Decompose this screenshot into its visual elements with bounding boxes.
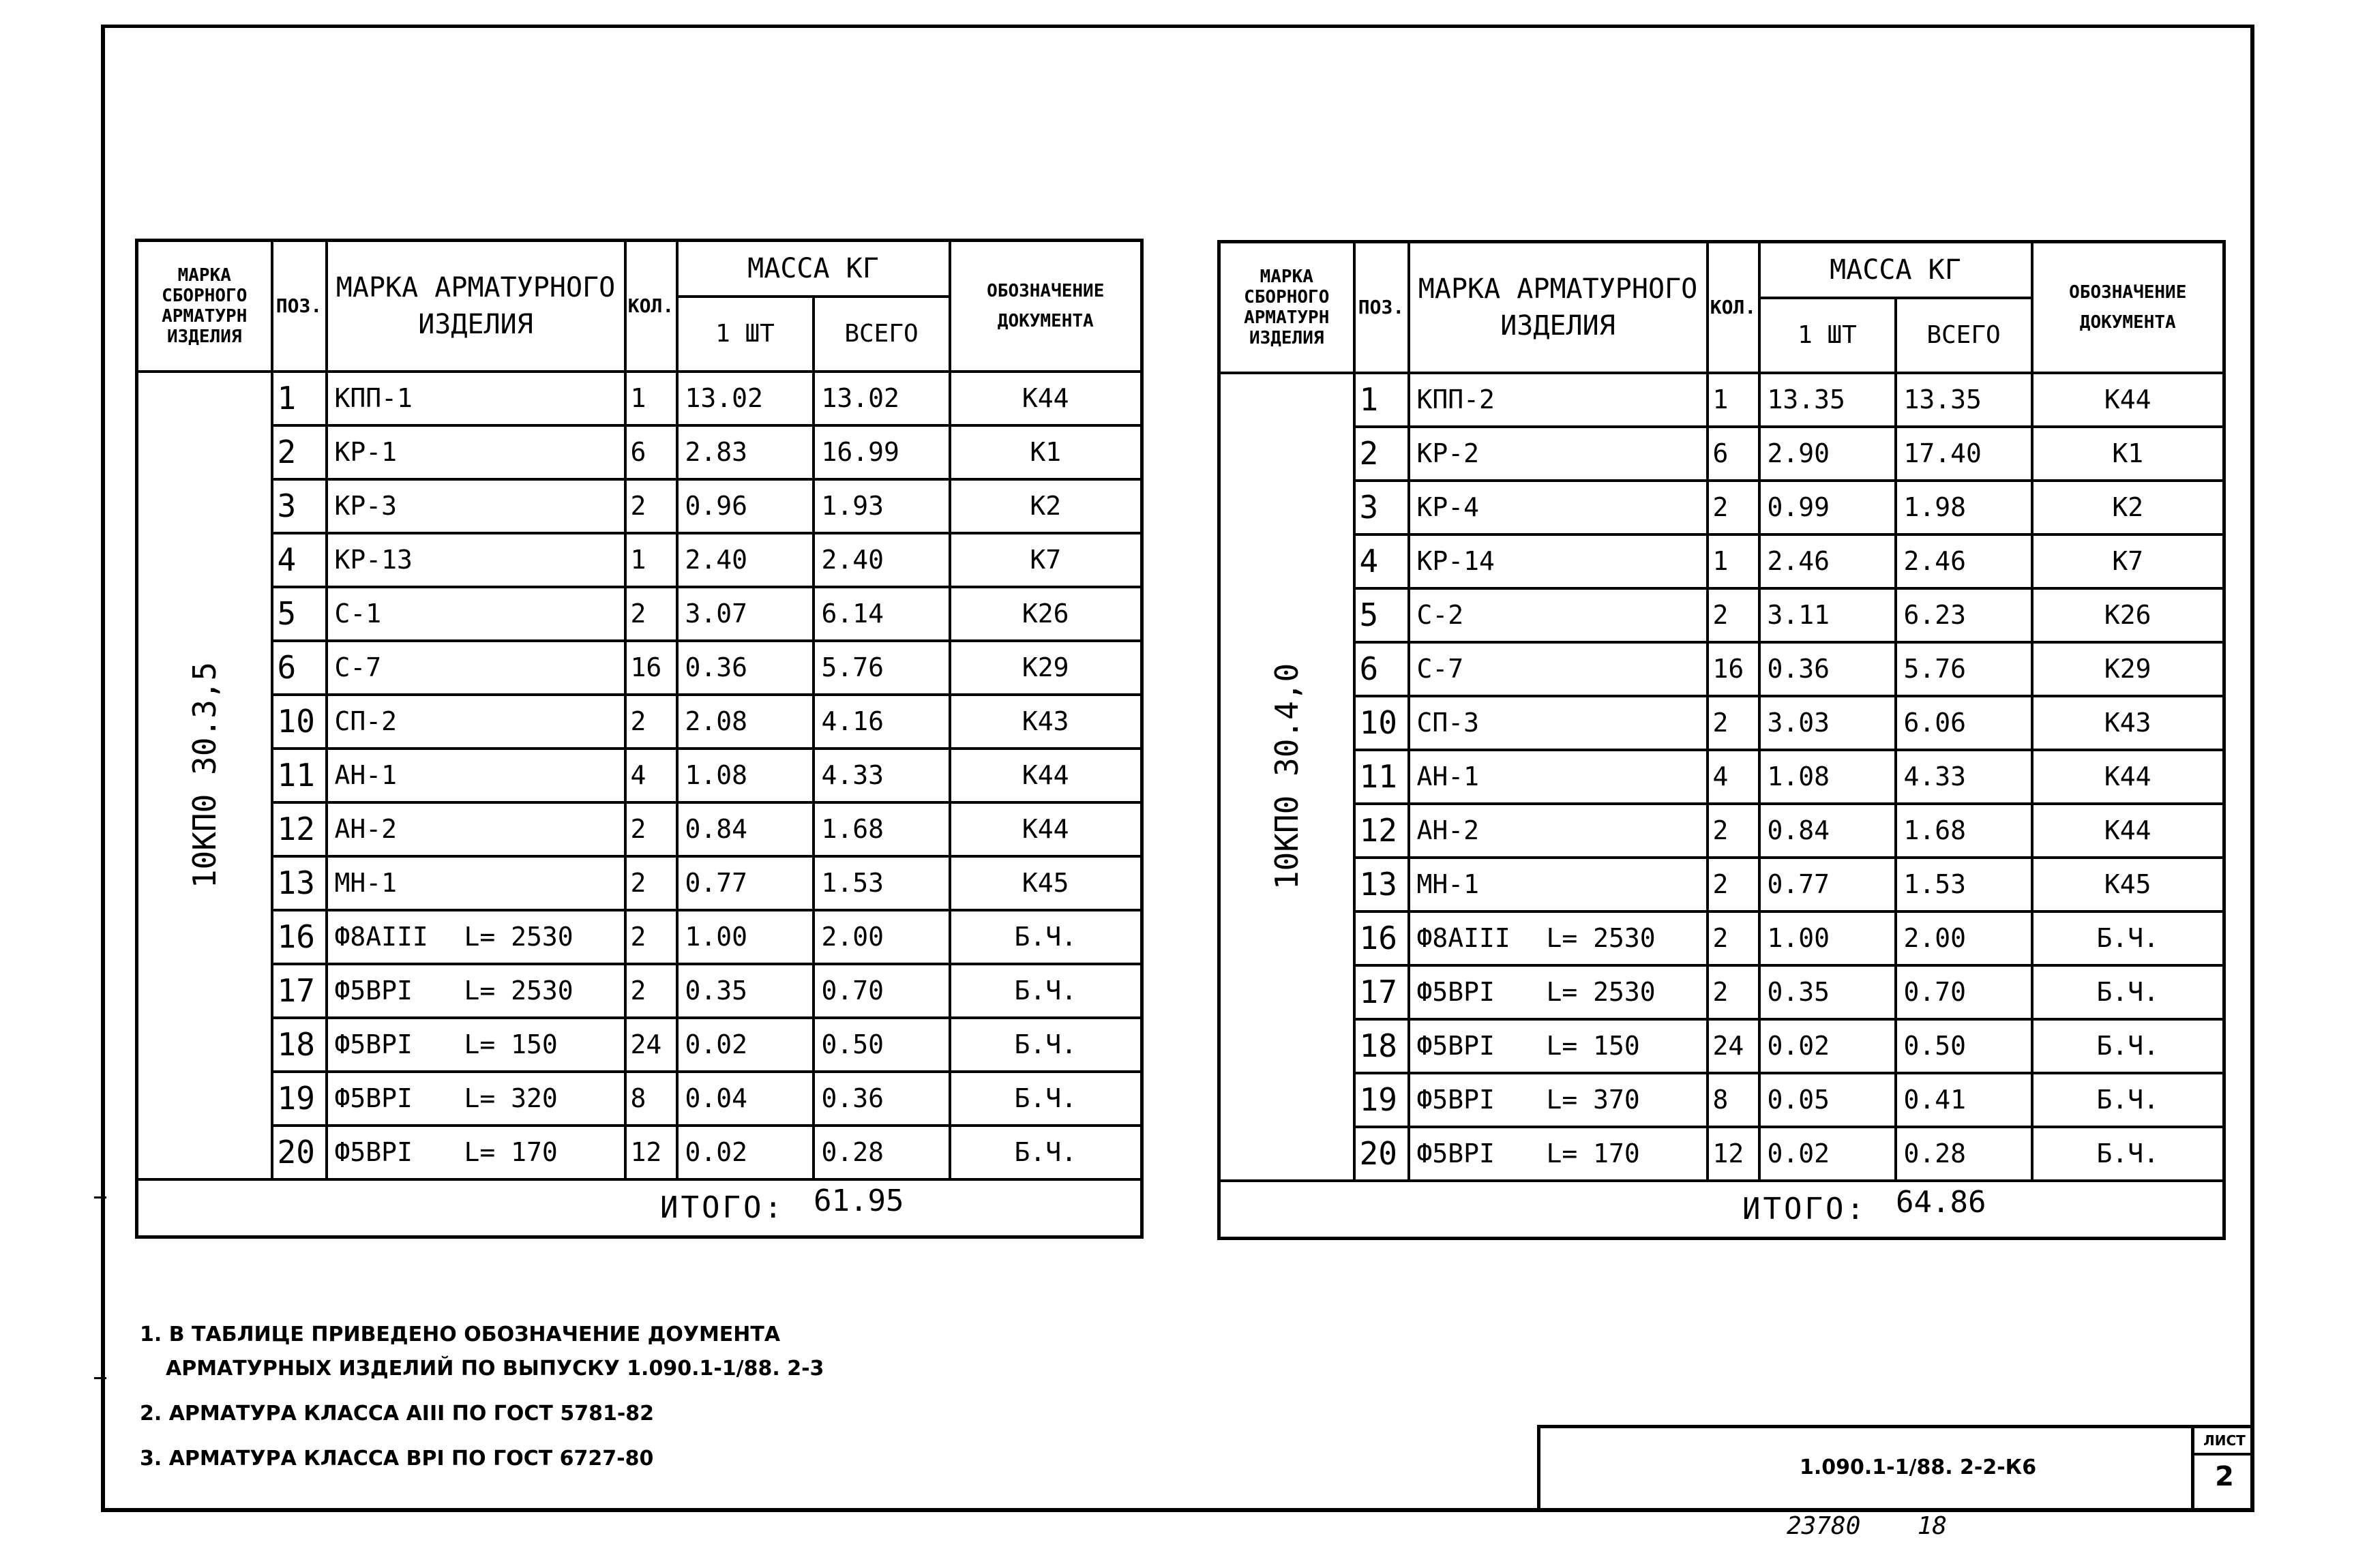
rebar-mark: Ф8АIII bbox=[1416, 923, 1510, 953]
mass-one-cell: 0.35 bbox=[1759, 965, 1896, 1019]
document-cell: К2 bbox=[950, 479, 1142, 533]
mass-total-cell: 6.23 bbox=[1896, 588, 2032, 642]
rebar-mark: Ф5ВРI bbox=[1416, 1031, 1495, 1061]
mass-one-cell: 2.90 bbox=[1759, 427, 1896, 481]
quantity-cell: 2 bbox=[625, 695, 677, 749]
mass-one-cell: 3.03 bbox=[1759, 696, 1896, 750]
rebar-mark: МН-1 bbox=[334, 868, 398, 898]
total-value: 61.95 bbox=[814, 1183, 904, 1218]
rebar-mark-cell bbox=[1409, 804, 1708, 858]
rebar-length: L= 320 bbox=[464, 1083, 558, 1113]
rebar-mark: МН-1 bbox=[1416, 869, 1480, 899]
quantity-cell: 2 bbox=[1708, 911, 1759, 965]
rebar-mark: СП-2 bbox=[334, 706, 398, 736]
frame-top-line bbox=[101, 25, 2254, 28]
header-mark-assembly: МАРКА СБОРНОГО АРМАТУРН ИЗДЕЛИЯ bbox=[1219, 242, 1354, 373]
mass-one-cell: 0.84 bbox=[1759, 804, 1896, 858]
document-code: 1.090.1-1/88. 2-2-К6 bbox=[1800, 1456, 2037, 1479]
total-row bbox=[137, 1179, 1142, 1237]
mass-total-cell: 13.35 bbox=[1896, 373, 2032, 427]
frame-left-line bbox=[101, 26, 105, 1511]
note-3: 3. АРМАТУРА КЛАССА ВРI ПО ГОСТ 6727-80 bbox=[140, 1447, 654, 1471]
mass-one-cell: 0.02 bbox=[677, 1126, 814, 1179]
rebar-length: L= 150 bbox=[1546, 1031, 1640, 1061]
sheet-box bbox=[2191, 1428, 2254, 1511]
quantity-cell: 1 bbox=[625, 533, 677, 587]
quantity-cell: 8 bbox=[1708, 1073, 1759, 1127]
position-cell: 17 bbox=[272, 964, 327, 1018]
total-label: ИТОГО: bbox=[660, 1190, 785, 1225]
rebar-length: L= 2530 bbox=[1546, 923, 1656, 953]
table-row bbox=[1219, 965, 2224, 1019]
position-cell: 1 bbox=[1354, 373, 1409, 427]
table-row bbox=[137, 372, 1142, 425]
document-cell: К7 bbox=[950, 533, 1142, 587]
quantity-cell: 12 bbox=[625, 1126, 677, 1179]
rebar-mark-cell bbox=[1409, 911, 1708, 965]
rebar-mark-cell bbox=[1409, 373, 1708, 427]
table-row bbox=[1219, 481, 2224, 534]
rebar-length: L= 170 bbox=[464, 1137, 558, 1167]
rebar-mark-cell bbox=[327, 1072, 625, 1126]
mass-total-cell: 6.06 bbox=[1896, 696, 2032, 750]
position-cell: 17 bbox=[1354, 965, 1409, 1019]
document-cell: Б.Ч. bbox=[950, 1072, 1142, 1126]
position-cell: 10 bbox=[1354, 696, 1409, 750]
rebar-mark-cell bbox=[327, 802, 625, 856]
rebar-mark-cell bbox=[327, 372, 625, 425]
quantity-cell: 2 bbox=[1708, 858, 1759, 911]
position-cell: 3 bbox=[272, 479, 327, 533]
table-row bbox=[1219, 911, 2224, 965]
rebar-mark: С-7 bbox=[334, 652, 382, 682]
frame-tick bbox=[94, 1196, 106, 1198]
rebar-length: L= 370 bbox=[1546, 1085, 1640, 1115]
quantity-cell: 2 bbox=[625, 910, 677, 964]
quantity-cell: 2 bbox=[1708, 804, 1759, 858]
position-cell: 11 bbox=[1354, 750, 1409, 804]
mass-total-cell: 0.50 bbox=[814, 1018, 950, 1072]
quantity-cell: 2 bbox=[625, 964, 677, 1018]
position-cell: 1 bbox=[272, 372, 327, 425]
archive-sheet: 18 bbox=[1917, 1512, 1948, 1540]
mass-total-cell: 0.28 bbox=[1896, 1127, 2032, 1181]
rebar-mark-cell bbox=[327, 910, 625, 964]
position-cell: 20 bbox=[1354, 1127, 1409, 1181]
table-row bbox=[1219, 1127, 2224, 1181]
position-cell: 6 bbox=[272, 641, 327, 695]
rebar-mark-cell bbox=[327, 425, 625, 479]
total-label: ИТОГО: bbox=[1742, 1191, 1867, 1226]
rebar-mark: КР-13 bbox=[334, 545, 413, 575]
quantity-cell: 1 bbox=[1708, 534, 1759, 588]
sheet-label: ЛИСТ bbox=[2194, 1432, 2254, 1456]
position-cell: 18 bbox=[1354, 1019, 1409, 1073]
specification-table-left bbox=[135, 239, 1144, 1239]
position-cell: 5 bbox=[1354, 588, 1409, 642]
rebar-mark: С-1 bbox=[334, 599, 382, 629]
rebar-mark-cell bbox=[327, 695, 625, 749]
table-row bbox=[137, 856, 1142, 910]
assembly-mark: 10КП0 30.4,0 bbox=[1268, 663, 1305, 890]
quantity-cell: 16 bbox=[625, 641, 677, 695]
header-qty: КОЛ. bbox=[1708, 242, 1759, 373]
rebar-mark-cell bbox=[327, 587, 625, 641]
table-row bbox=[137, 1126, 1142, 1179]
rebar-mark: С-7 bbox=[1416, 654, 1464, 684]
table-row bbox=[1219, 858, 2224, 911]
mass-total-cell: 1.93 bbox=[814, 479, 950, 533]
mass-total-cell: 0.28 bbox=[814, 1126, 950, 1179]
mass-one-cell: 1.00 bbox=[1759, 911, 1896, 965]
mass-total-cell: 5.76 bbox=[1896, 642, 2032, 696]
rebar-mark-cell bbox=[327, 964, 625, 1018]
document-cell: Б.Ч. bbox=[950, 910, 1142, 964]
position-cell: 6 bbox=[1354, 642, 1409, 696]
table-row bbox=[137, 749, 1142, 802]
quantity-cell: 2 bbox=[625, 479, 677, 533]
table-row bbox=[1219, 804, 2224, 858]
rebar-mark-cell bbox=[1409, 1127, 1708, 1181]
position-cell: 2 bbox=[1354, 427, 1409, 481]
mass-total-cell: 13.02 bbox=[814, 372, 950, 425]
position-cell: 3 bbox=[1354, 481, 1409, 534]
quantity-cell: 2 bbox=[1708, 965, 1759, 1019]
header-mark-rebar: МАРКА АРМАТУРНОГО ИЗДЕЛИЯ bbox=[327, 241, 625, 372]
document-cell: Б.Ч. bbox=[2032, 965, 2224, 1019]
header-pos: ПОЗ. bbox=[272, 241, 327, 372]
position-cell: 19 bbox=[1354, 1073, 1409, 1127]
table-row bbox=[137, 479, 1142, 533]
document-cell: Б.Ч. bbox=[950, 1126, 1142, 1179]
document-cell: К7 bbox=[2032, 534, 2224, 588]
rebar-mark-cell bbox=[1409, 427, 1708, 481]
note-2: 2. АРМАТУРА КЛАССА АIII ПО ГОСТ 5781-82 bbox=[140, 1402, 655, 1426]
rebar-mark-cell bbox=[327, 1018, 625, 1072]
mass-one-cell: 0.77 bbox=[677, 856, 814, 910]
mass-one-cell: 0.02 bbox=[677, 1018, 814, 1072]
mass-one-cell: 2.83 bbox=[677, 425, 814, 479]
quantity-cell: 24 bbox=[625, 1018, 677, 1072]
rebar-mark: КР-3 bbox=[334, 491, 398, 521]
mass-total-cell: 1.68 bbox=[814, 802, 950, 856]
mass-total-cell: 4.16 bbox=[814, 695, 950, 749]
position-cell: 13 bbox=[272, 856, 327, 910]
rebar-mark-cell bbox=[1409, 696, 1708, 750]
quantity-cell: 4 bbox=[625, 749, 677, 802]
rebar-mark: КР-2 bbox=[1416, 438, 1480, 468]
mass-one-cell: 2.46 bbox=[1759, 534, 1896, 588]
mass-one-cell: 2.40 bbox=[677, 533, 814, 587]
table-row bbox=[137, 910, 1142, 964]
mass-one-cell: 0.36 bbox=[677, 641, 814, 695]
mass-one-cell: 0.96 bbox=[677, 479, 814, 533]
mass-total-cell: 0.70 bbox=[814, 964, 950, 1018]
note-1: 1. В ТАБЛИЦЕ ПРИВЕДЕНО ОБОЗНАЧЕНИЕ ДОУМЕНТА bbox=[140, 1323, 781, 1346]
rebar-mark-cell bbox=[327, 856, 625, 910]
quantity-cell: 6 bbox=[625, 425, 677, 479]
mass-one-cell: 0.02 bbox=[1759, 1019, 1896, 1073]
document-cell: К44 bbox=[950, 372, 1142, 425]
document-cell: К43 bbox=[950, 695, 1142, 749]
mass-one-cell: 1.08 bbox=[677, 749, 814, 802]
document-cell: К29 bbox=[2032, 642, 2224, 696]
rebar-mark-cell bbox=[1409, 1019, 1708, 1073]
document-cell: К44 bbox=[2032, 750, 2224, 804]
rebar-mark-cell bbox=[327, 479, 625, 533]
mass-one-cell: 0.77 bbox=[1759, 858, 1896, 911]
rebar-mark: КР-4 bbox=[1416, 492, 1480, 522]
frame-right-line bbox=[2250, 25, 2254, 1511]
frame-tick bbox=[94, 1377, 106, 1379]
position-cell: 4 bbox=[272, 533, 327, 587]
mass-total-cell: 0.50 bbox=[1896, 1019, 2032, 1073]
document-cell: К44 bbox=[2032, 373, 2224, 427]
mass-one-cell: 0.99 bbox=[1759, 481, 1896, 534]
mass-total-cell: 5.76 bbox=[814, 641, 950, 695]
document-cell: Б.Ч. bbox=[2032, 911, 2224, 965]
sheet-number: 2 bbox=[2215, 1461, 2234, 1492]
rebar-mark: КПП-1 bbox=[334, 383, 413, 413]
quantity-cell: 2 bbox=[625, 587, 677, 641]
rebar-mark-cell bbox=[1409, 481, 1708, 534]
table-row bbox=[137, 533, 1142, 587]
mass-one-cell: 3.11 bbox=[1759, 588, 1896, 642]
position-cell: 10 bbox=[272, 695, 327, 749]
position-cell: 16 bbox=[1354, 911, 1409, 965]
table-row bbox=[137, 1018, 1142, 1072]
quantity-cell: 2 bbox=[625, 802, 677, 856]
quantity-cell: 2 bbox=[1708, 588, 1759, 642]
document-cell: Б.Ч. bbox=[2032, 1127, 2224, 1181]
table-row bbox=[1219, 1073, 2224, 1127]
rebar-mark-cell bbox=[1409, 588, 1708, 642]
document-cell: Б.Ч. bbox=[2032, 1073, 2224, 1127]
rebar-mark: АН-1 bbox=[334, 760, 398, 790]
mass-one-cell: 2.08 bbox=[677, 695, 814, 749]
quantity-cell: 2 bbox=[625, 856, 677, 910]
rebar-mark: Ф5ВРI bbox=[1416, 977, 1495, 1007]
table-row bbox=[1219, 588, 2224, 642]
rebar-mark: Ф5ВРI bbox=[1416, 1139, 1495, 1169]
rebar-mark: Ф5ВРI bbox=[334, 1029, 413, 1059]
rebar-length: L= 2530 bbox=[464, 976, 573, 1006]
mass-total-cell: 17.40 bbox=[1896, 427, 2032, 481]
rebar-mark-cell bbox=[327, 533, 625, 587]
mass-total-cell: 0.41 bbox=[1896, 1073, 2032, 1127]
document-cell: Б.Ч. bbox=[2032, 1019, 2224, 1073]
rebar-mark-cell bbox=[1409, 858, 1708, 911]
table-row bbox=[1219, 427, 2224, 481]
document-cell: К45 bbox=[2032, 858, 2224, 911]
mass-one-cell: 3.07 bbox=[677, 587, 814, 641]
document-cell: К29 bbox=[950, 641, 1142, 695]
quantity-cell: 1 bbox=[625, 372, 677, 425]
header-pos: ПОЗ. bbox=[1354, 242, 1409, 373]
table-row bbox=[1219, 1019, 2224, 1073]
table-row bbox=[137, 587, 1142, 641]
rebar-mark: Ф5ВРI bbox=[334, 976, 413, 1006]
total-value: 64.86 bbox=[1896, 1184, 1986, 1220]
header-mass: МАССА КГ bbox=[1759, 242, 2032, 298]
header-mass-one: 1 ШТ bbox=[677, 297, 814, 372]
header-doc: ОБОЗНАЧЕНИЕ ДОКУМЕНТА bbox=[950, 241, 1142, 372]
rebar-length: L= 170 bbox=[1546, 1139, 1640, 1169]
mass-total-cell: 4.33 bbox=[814, 749, 950, 802]
header-mark-rebar: МАРКА АРМАТУРНОГО ИЗДЕЛИЯ bbox=[1409, 242, 1708, 373]
mass-one-cell: 0.35 bbox=[677, 964, 814, 1018]
mass-total-cell: 1.98 bbox=[1896, 481, 2032, 534]
document-cell: Б.Ч. bbox=[950, 964, 1142, 1018]
header-qty: КОЛ. bbox=[625, 241, 677, 372]
rebar-length: L= 2530 bbox=[1546, 977, 1656, 1007]
table-row bbox=[137, 425, 1142, 479]
mass-total-cell: 4.33 bbox=[1896, 750, 2032, 804]
quantity-cell: 12 bbox=[1708, 1127, 1759, 1181]
specification-table-right bbox=[1217, 240, 2226, 1240]
document-cell: К1 bbox=[2032, 427, 2224, 481]
mass-one-cell: 0.02 bbox=[1759, 1127, 1896, 1181]
rebar-mark-cell bbox=[1409, 642, 1708, 696]
document-cell: К44 bbox=[950, 802, 1142, 856]
total-row bbox=[1219, 1181, 2224, 1239]
rebar-mark: Ф5ВРI bbox=[334, 1137, 413, 1167]
quantity-cell: 1 bbox=[1708, 373, 1759, 427]
position-cell: 13 bbox=[1354, 858, 1409, 911]
rebar-mark-cell bbox=[1409, 750, 1708, 804]
position-cell: 19 bbox=[272, 1072, 327, 1126]
rebar-mark: Ф8АIII bbox=[334, 922, 428, 952]
mass-total-cell: 6.14 bbox=[814, 587, 950, 641]
document-cell: К26 bbox=[950, 587, 1142, 641]
table-row bbox=[1219, 696, 2224, 750]
document-cell: К1 bbox=[950, 425, 1142, 479]
mass-one-cell: 0.05 bbox=[1759, 1073, 1896, 1127]
mass-total-cell: 2.40 bbox=[814, 533, 950, 587]
mass-total-cell: 16.99 bbox=[814, 425, 950, 479]
mass-total-cell: 2.46 bbox=[1896, 534, 2032, 588]
document-cell: К44 bbox=[950, 749, 1142, 802]
rebar-mark-cell bbox=[327, 749, 625, 802]
mass-one-cell: 13.02 bbox=[677, 372, 814, 425]
rebar-mark: КР-14 bbox=[1416, 546, 1495, 576]
quantity-cell: 2 bbox=[1708, 696, 1759, 750]
rebar-mark: КР-1 bbox=[334, 437, 398, 467]
mass-one-cell: 0.36 bbox=[1759, 642, 1896, 696]
header-mass-total: ВСЕГО bbox=[1896, 298, 2032, 373]
position-cell: 5 bbox=[272, 587, 327, 641]
title-block bbox=[1537, 1425, 2254, 1511]
table-row bbox=[1219, 642, 2224, 696]
rebar-mark-cell bbox=[1409, 534, 1708, 588]
mass-total-cell: 2.00 bbox=[1896, 911, 2032, 965]
header-mass-one: 1 ШТ bbox=[1759, 298, 1896, 373]
rebar-mark: Ф5ВРI bbox=[334, 1083, 413, 1113]
table-row bbox=[137, 802, 1142, 856]
quantity-cell: 24 bbox=[1708, 1019, 1759, 1073]
table-row bbox=[1219, 373, 2224, 427]
rebar-mark: АН-2 bbox=[334, 814, 398, 844]
rebar-length: L= 2530 bbox=[464, 922, 573, 952]
rebar-mark: АН-1 bbox=[1416, 762, 1480, 791]
header-mass-total: ВСЕГО bbox=[814, 297, 950, 372]
rebar-mark: АН-2 bbox=[1416, 815, 1480, 845]
quantity-cell: 2 bbox=[1708, 481, 1759, 534]
rebar-mark: С-2 bbox=[1416, 600, 1464, 630]
quantity-cell: 6 bbox=[1708, 427, 1759, 481]
mass-one-cell: 1.08 bbox=[1759, 750, 1896, 804]
document-cell: К26 bbox=[2032, 588, 2224, 642]
mass-total-cell: 1.53 bbox=[1896, 858, 2032, 911]
position-cell: 18 bbox=[272, 1018, 327, 1072]
table-row bbox=[137, 695, 1142, 749]
header-mass: МАССА КГ bbox=[677, 241, 950, 297]
position-cell: 20 bbox=[272, 1126, 327, 1179]
rebar-mark: КПП-2 bbox=[1416, 385, 1495, 414]
header-mark-assembly: МАРКА СБОРНОГО АРМАТУРН ИЗДЕЛИЯ bbox=[137, 241, 272, 372]
document-cell: К2 bbox=[2032, 481, 2224, 534]
mass-one-cell: 1.00 bbox=[677, 910, 814, 964]
table-row bbox=[137, 641, 1142, 695]
assembly-mark: 10КП0 30.3,5 bbox=[185, 661, 223, 889]
note-1-continued: АРМАТУРНЫХ ИЗДЕЛИЙ ПО ВЫПУСКУ 1.090.1-1/88. 2-3 bbox=[166, 1357, 824, 1381]
document-cell: К45 bbox=[950, 856, 1142, 910]
header-doc: ОБОЗНАЧЕНИЕ ДОКУМЕНТА bbox=[2032, 242, 2224, 373]
assembly-mark-cell bbox=[137, 372, 272, 1179]
table-row bbox=[137, 1072, 1142, 1126]
position-cell: 11 bbox=[272, 749, 327, 802]
document-cell: К44 bbox=[2032, 804, 2224, 858]
rebar-length: L= 150 bbox=[464, 1029, 558, 1059]
position-cell: 4 bbox=[1354, 534, 1409, 588]
mass-one-cell: 13.35 bbox=[1759, 373, 1896, 427]
archive-stamp bbox=[1787, 1512, 1947, 1540]
mass-total-cell: 0.70 bbox=[1896, 965, 2032, 1019]
mass-total-cell: 1.53 bbox=[814, 856, 950, 910]
mass-total-cell: 2.00 bbox=[814, 910, 950, 964]
mass-total-cell: 0.36 bbox=[814, 1072, 950, 1126]
quantity-cell: 4 bbox=[1708, 750, 1759, 804]
document-cell: Б.Ч. bbox=[950, 1018, 1142, 1072]
rebar-mark-cell bbox=[327, 641, 625, 695]
rebar-mark-cell bbox=[1409, 965, 1708, 1019]
mass-one-cell: 0.84 bbox=[677, 802, 814, 856]
position-cell: 12 bbox=[272, 802, 327, 856]
mass-one-cell: 0.04 bbox=[677, 1072, 814, 1126]
quantity-cell: 8 bbox=[625, 1072, 677, 1126]
archive-number: 23780 bbox=[1787, 1512, 1861, 1540]
table-row bbox=[137, 964, 1142, 1018]
position-cell: 16 bbox=[272, 910, 327, 964]
rebar-mark-cell bbox=[1409, 1073, 1708, 1127]
table-row bbox=[1219, 750, 2224, 804]
mass-total-cell: 1.68 bbox=[1896, 804, 2032, 858]
assembly-mark-cell bbox=[1219, 373, 1354, 1181]
quantity-cell: 16 bbox=[1708, 642, 1759, 696]
position-cell: 2 bbox=[272, 425, 327, 479]
rebar-mark: СП-3 bbox=[1416, 708, 1480, 738]
document-cell: К43 bbox=[2032, 696, 2224, 750]
rebar-mark-cell bbox=[327, 1126, 625, 1179]
rebar-mark: Ф5ВРI bbox=[1416, 1085, 1495, 1115]
table-row bbox=[1219, 534, 2224, 588]
position-cell: 12 bbox=[1354, 804, 1409, 858]
